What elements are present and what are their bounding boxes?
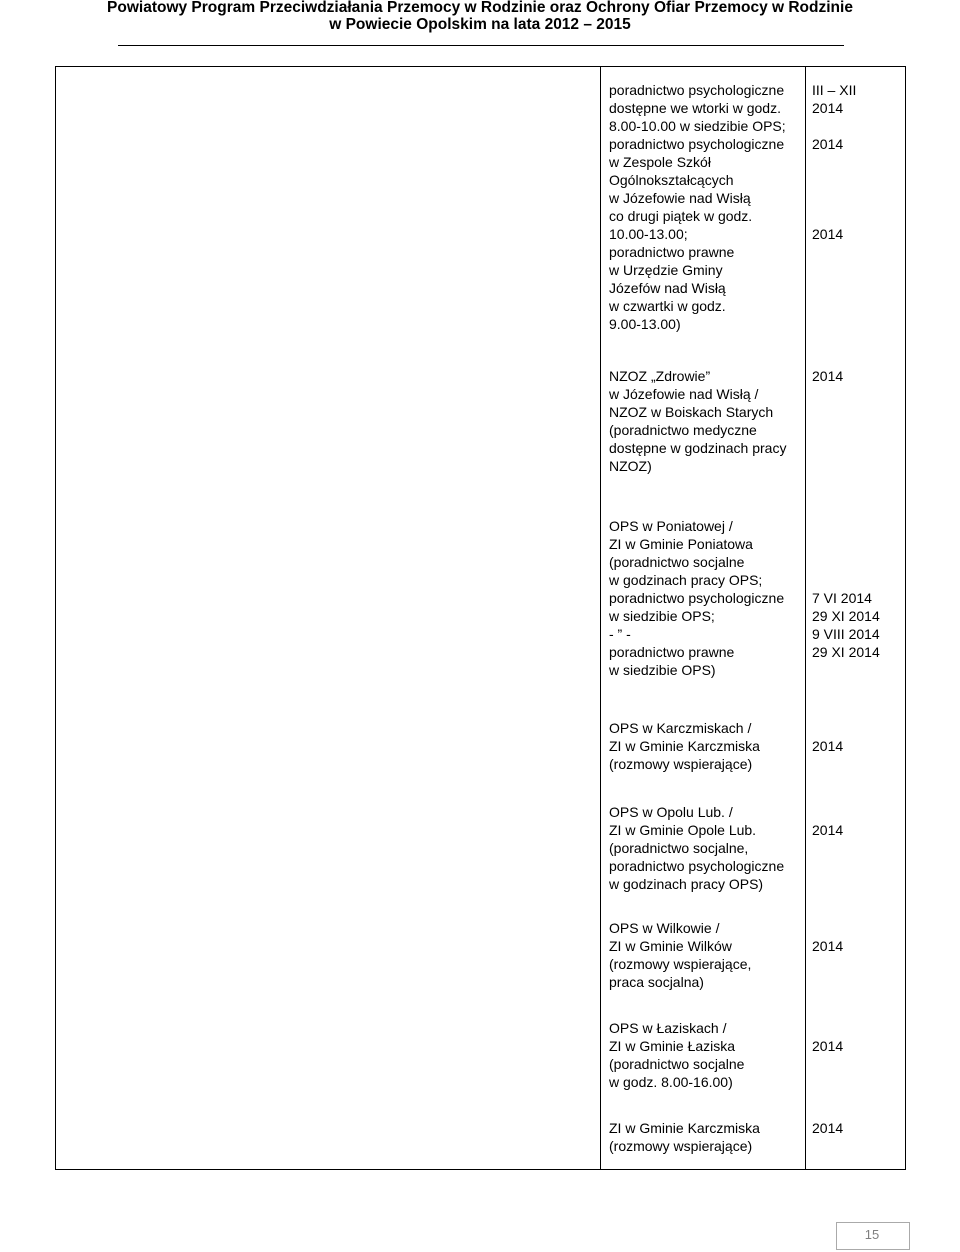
row-3-organization: OPS w Poniatowej / ZI w Gminie Poniatowa (poradnictwo socjalne w godzinach pracy OPS; poradnictwo psychologiczne w siedzibie OPS; - ” - poradnictwo prawne w siedzibie OPS) — [609, 518, 785, 678]
page-number: 15 — [864, 1227, 880, 1242]
row-3-date: 7 VI 2014 29 XI 2014 9 VIII 2014 29 XI 2014 — [812, 590, 880, 660]
row-4-date: 2014 — [812, 738, 844, 754]
row-8-organization: ZI w Gminie Karczmiska (rozmowy wspierające) — [609, 1120, 760, 1154]
row-7-organization: OPS w Łaziskach / ZI w Gminie Łaziska (poradnictwo socjalne w godz. 8.00-16.00) — [609, 1020, 745, 1090]
document-title-line-1: Powiatowy Program Przeciwdziałania Przemocy w Rodzinie oraz Ochrony Ofiar Przemocy w Rodzinie — [107, 0, 853, 16]
row-6-organization: OPS w Wilkowie / ZI w Gminie Wilków (rozmowy wspierające, praca socjalna) — [609, 920, 752, 990]
row-8-date: 2014 — [812, 1120, 844, 1136]
row-1-organization: poradnictwo psychologiczne dostępne we wtorki w godz. 8.00-10.00 w siedzibie OPS; poradnictwo psychologiczne w Zespole Szkół Ogólnokształcących w Józefowie nad Wisłą co drugi piątek w godz. 10.00-13.00; poradnictwo prawne w Urzędzie Gminy Józefów nad Wisłą w czwartki w godz. 9.00-13.00) — [609, 82, 786, 332]
header-rule — [118, 45, 844, 46]
row-5-organization: OPS w Opolu Lub. / ZI w Gminie Opole Lub. (poradnictwo socjalne, poradnictwo psychologiczne w godzinach pracy OPS) — [609, 804, 785, 892]
row-2-organization: NZOZ „Zdrowie” w Józefowie nad Wisłą / NZOZ w Boiskach Starych (poradnictwo medyczne dostępne w godzinach pracy NZOZ) — [609, 368, 787, 474]
column-divider-1 — [600, 66, 601, 1170]
row-2-date: 2014 — [812, 368, 844, 384]
row-6-date: 2014 — [812, 938, 844, 954]
row-5-date: 2014 — [812, 822, 844, 838]
row-4-organization: OPS w Karczmiskach / ZI w Gminie Karczmiska (rozmowy wspierające) — [609, 720, 760, 772]
column-divider-2 — [805, 66, 806, 1170]
row-1-date: III – XII 2014 2014 2014 — [812, 82, 857, 242]
document-title-line-2: w Powiecie Opolskim na lata 2012 – 2015 — [329, 16, 631, 33]
row-7-date: 2014 — [812, 1038, 844, 1054]
